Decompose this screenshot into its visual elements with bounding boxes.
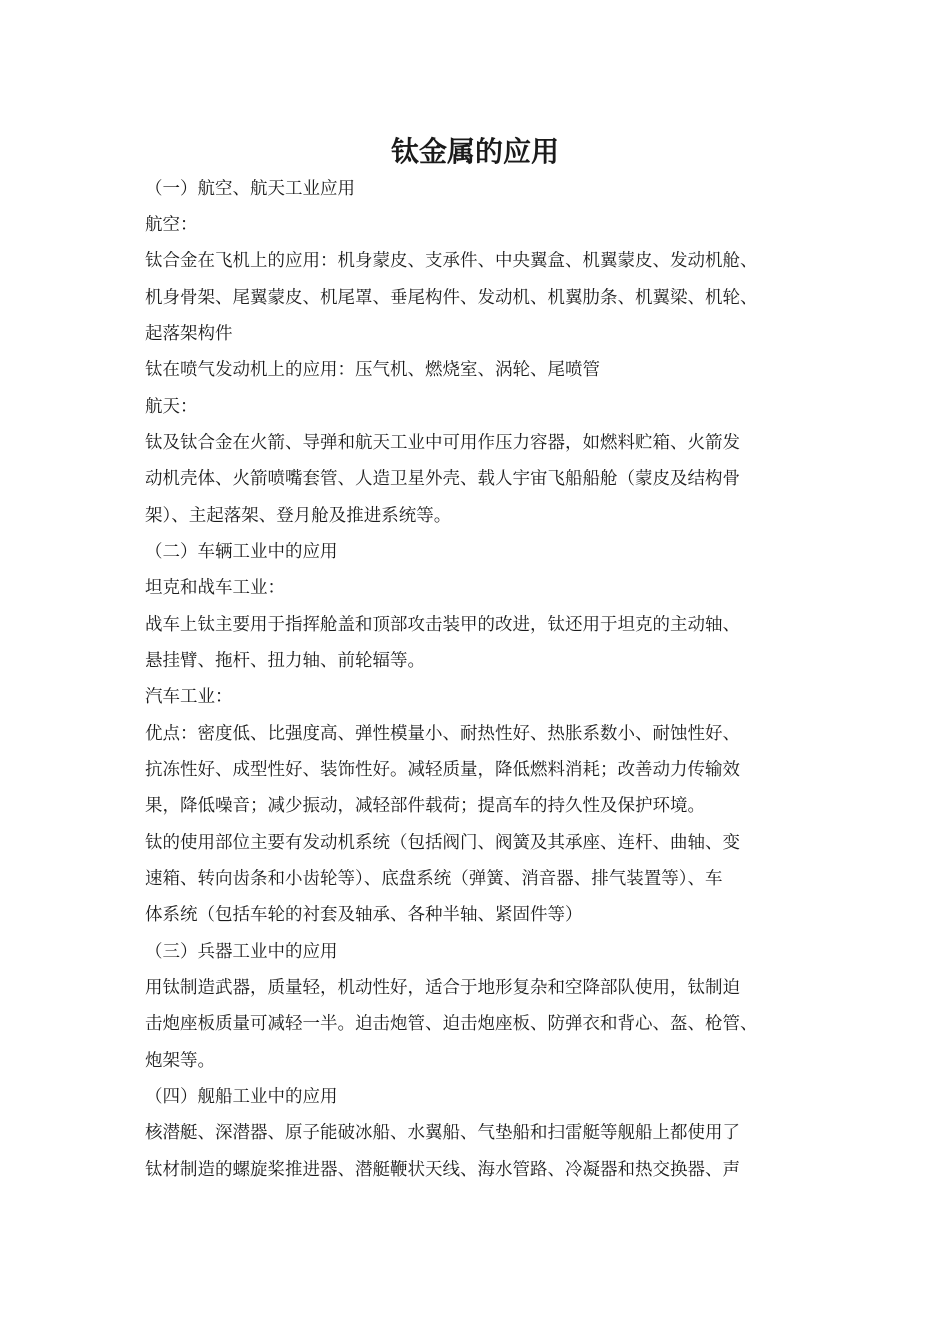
paragraph-line: 机身骨架、尾翼蒙皮、机尾罩、垂尾构件、发动机、机翼肋条、机翼梁、机轮、 bbox=[145, 288, 758, 308]
paragraph-line: 炮架等。 bbox=[145, 1051, 215, 1071]
section-heading-shipbuilding: （四）舰船工业中的应用 bbox=[145, 1087, 338, 1107]
subheading-tanks: 坦克和战车工业： bbox=[145, 578, 285, 598]
paragraph-line: 抗冻性好、成型性好、装饰性好。减轻质量，降低燃料消耗；改善动力传输效 bbox=[145, 760, 740, 780]
paragraph-line: 起落架构件 bbox=[145, 324, 233, 344]
page-title: 钛金属的应用 bbox=[390, 135, 559, 168]
paragraph-line: 战车上钛主要用于指挥舱盖和顶部攻击装甲的改进，钛还用于坦克的主动轴、 bbox=[145, 615, 740, 635]
section-heading-vehicles: （二）车辆工业中的应用 bbox=[145, 542, 338, 562]
subheading-space: 航天： bbox=[145, 397, 198, 417]
paragraph-line: 钛在喷气发动机上的应用：压气机、燃烧室、涡轮、尾喷管 bbox=[145, 360, 600, 380]
paragraph-line: 优点：密度低、比强度高、弹性模量小、耐热性好、热胀系数小、耐蚀性好、 bbox=[145, 724, 740, 744]
paragraph-line: 钛的使用部位主要有发动机系统（包括阀门、阀簧及其承座、连杆、曲轴、变 bbox=[145, 833, 740, 853]
paragraph-line: 悬挂臂、拖杆、扭力轴、前轮辐等。 bbox=[145, 651, 425, 671]
paragraph-line: 体系统（包括车轮的衬套及轴承、各种半轴、紧固件等） bbox=[145, 905, 583, 925]
paragraph-line: 核潜艇、深潜器、原子能破冰船、水翼船、气垫船和扫雷艇等舰船上都使用了 bbox=[145, 1123, 740, 1143]
subheading-automotive: 汽车工业： bbox=[145, 687, 233, 707]
paragraph-line: 果，降低噪音；减少振动，减轻部件载荷；提高车的持久性及保护环境。 bbox=[145, 796, 705, 816]
paragraph-line: 用钛制造武器，质量轻，机动性好，适合于地形复杂和空降部队使用，钛制迫 bbox=[145, 978, 740, 998]
paragraph-line: 动机壳体、火箭喷嘴套管、人造卫星外壳、载人宇宙飞船船舱（蒙皮及结构骨 bbox=[145, 469, 740, 489]
section-heading-weapons: （三）兵器工业中的应用 bbox=[145, 942, 338, 962]
paragraph-line: 击炮座板质量可减轻一半。迫击炮管、迫击炮座板、防弹衣和背心、盔、枪管、 bbox=[145, 1014, 758, 1034]
paragraph-line: 钛及钛合金在火箭、导弹和航天工业中可用作压力容器，如燃料贮箱、火箭发 bbox=[145, 433, 740, 453]
paragraph-line: 速箱、转向齿条和小齿轮等）、底盘系统（弹簧、消音器、排气装置等）、车 bbox=[145, 869, 723, 889]
paragraph-line: 架）、主起落架、登月舱及推进系统等。 bbox=[145, 506, 452, 526]
subheading-aviation: 航空： bbox=[145, 215, 198, 235]
paragraph-line: 钛合金在飞机上的应用：机身蒙皮、支承件、中央翼盒、机翼蒙皮、发动机舱、 bbox=[145, 251, 758, 271]
paragraph-line: 钛材制造的螺旋桨推进器、潜艇鞭状天线、海水管路、冷凝器和热交换器、声 bbox=[145, 1160, 740, 1180]
section-heading-aerospace: （一）航空、航天工业应用 bbox=[145, 179, 355, 199]
